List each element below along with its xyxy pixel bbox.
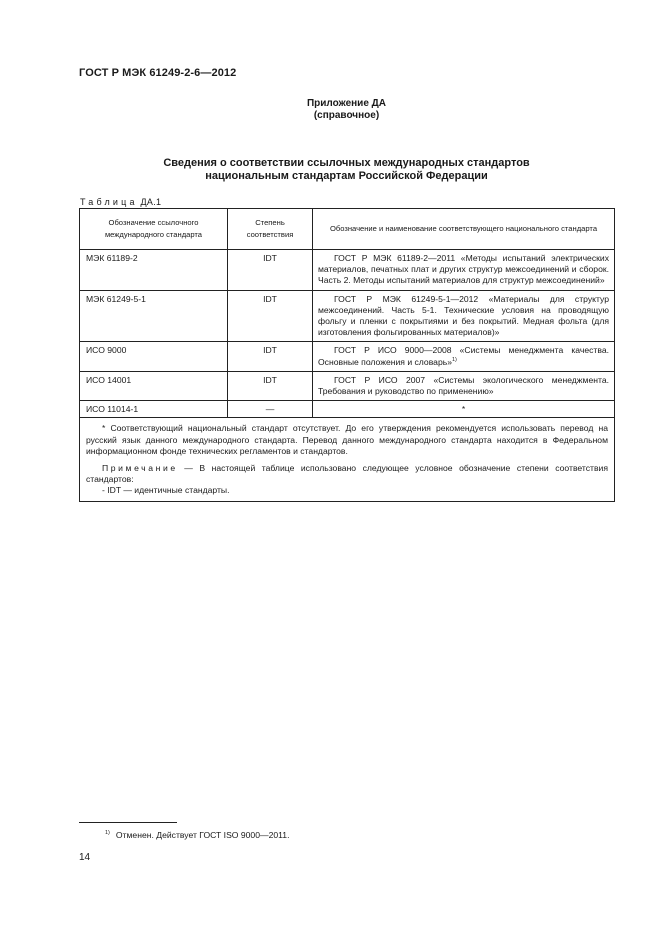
correspondence-table: [79, 208, 615, 502]
page-number: 14: [79, 852, 91, 863]
national-standard-cell: [313, 342, 615, 371]
appendix-subtitle: (справочное): [313, 110, 380, 121]
appendix-heading: [0, 98, 661, 122]
table-row: [80, 250, 615, 291]
degree-cell: IDT: [228, 250, 313, 291]
intl-standard-cell: МЭК 61249-5-1: [80, 290, 228, 342]
table-notes-row: [80, 418, 615, 501]
degree-cell: —: [228, 401, 313, 418]
intl-standard-cell: ИСО 14001: [80, 371, 228, 400]
footnote-divider: [79, 822, 177, 823]
table-caption-id: ДА.1: [140, 197, 162, 207]
table-notes: [80, 418, 615, 501]
main-title: [0, 157, 661, 183]
table-header-row: [80, 209, 615, 250]
main-title-line-2: национальным стандартам Российской Федерации: [205, 170, 488, 182]
table-row: [80, 290, 615, 342]
intl-standard-cell: ИСО 9000: [80, 342, 228, 371]
idt-legend-item: - IDT — идентичные стандарты.: [102, 485, 230, 496]
national-standard-text: ГОСТ Р ИСО 9000—2008 «Системы менеджмента качества. Основные положения и словарь»: [318, 345, 609, 367]
national-standard-cell: ГОСТ Р МЭК 61189-2—2011 «Методы испытаний электрических материалов, печатных плат и других структур межсоединений и сборок. Часть 2. Методы испытаний материалов для структур межсоединений»: [313, 250, 615, 291]
degree-note: [86, 463, 608, 485]
note-label: Примечание: [102, 463, 178, 474]
main-title-line-1: Сведения о соответствии ссылочных международных стандартов: [163, 157, 530, 169]
national-standard-cell: *: [313, 401, 615, 418]
national-standard-cell: ГОСТ Р ИСО 2007 «Системы экологического менеджмента. Требования и руководство по применению»: [313, 371, 615, 400]
table-caption: [80, 197, 161, 207]
column-header-national-standard: Обозначение и наименование соответствующего национального стандарта: [313, 209, 615, 250]
intl-standard-cell: ИСО 11014-1: [80, 401, 228, 418]
footnote-text: Отменен. Действует ГОСТ ISO 9000—2011.: [115, 830, 290, 840]
table-row: [80, 342, 615, 371]
degree-cell: IDT: [228, 371, 313, 400]
asterisk-note: * Соответствующий национальный стандарт отсутствует. До его утверждения рекомендуется использовать перевод на русский язык данного международного стандарта. Перевод данного международного стандарта находится в Федеральном информационном фонде технических регламентов и стандартов.: [86, 423, 608, 456]
intl-standard-cell: МЭК 61189-2: [80, 250, 228, 291]
column-header-degree: Степень соответствия: [228, 209, 313, 250]
table-row: [80, 401, 615, 418]
footnote-marker: 1): [105, 830, 110, 837]
table-row: [80, 371, 615, 400]
column-header-intl-standard: Обозначение ссылочного международного стандарта: [80, 209, 228, 250]
appendix-title: Приложение ДА: [306, 98, 387, 109]
table-caption-word: Таблица: [80, 197, 138, 207]
document-header-code: ГОСТ Р МЭК 61249-2-6—2012: [79, 67, 237, 79]
national-standard-cell: ГОСТ Р МЭК 61249-5-1—2012 «Материалы для структур межсоединений. Часть 5-1. Технические условия на проводящую фольгу и пленки с покрытиями и без покрытий. Медная фольта (для изготовления фольгированных материалов)»: [313, 290, 615, 342]
note-text: — В настоящей таблице использовано следующее условное обозначение степени соответствия стандартов:: [86, 463, 608, 485]
degree-cell: IDT: [228, 290, 313, 342]
degree-cell: IDT: [228, 342, 313, 371]
footnote-reference: 1): [451, 356, 457, 363]
footnote: [105, 830, 289, 840]
